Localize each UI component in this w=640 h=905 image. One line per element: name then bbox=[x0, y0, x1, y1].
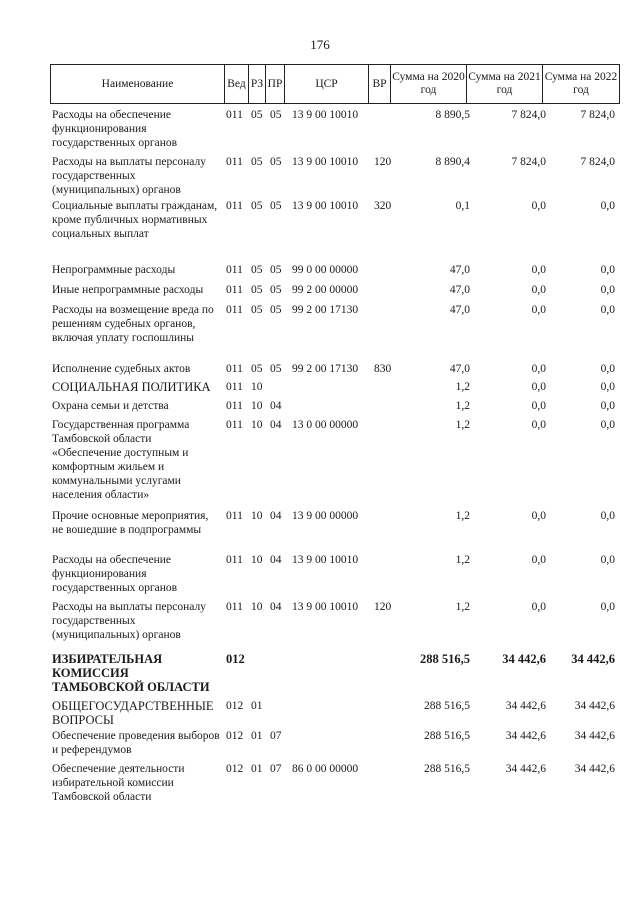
cell-csr: 13 9 00 10010 bbox=[292, 601, 359, 613]
cell-pr: 05 bbox=[270, 284, 282, 296]
cell-rz: 05 bbox=[251, 200, 263, 212]
cell-s2022: 0,0 bbox=[600, 200, 615, 212]
cell-rz: 10 bbox=[251, 554, 263, 566]
cell-s2022: 34 442,6 bbox=[571, 652, 615, 666]
cell-rz: 10 bbox=[251, 400, 263, 412]
page-number: 176 bbox=[310, 37, 330, 52]
cell-s2021: 0,0 bbox=[531, 400, 546, 412]
cell-ved: 011 bbox=[226, 510, 243, 522]
header-csr: ЦСР bbox=[284, 65, 368, 103]
cell-csr: 99 0 00 00000 bbox=[292, 264, 359, 276]
cell-pr: 04 bbox=[270, 601, 282, 613]
cell-csr: 13 9 00 10010 bbox=[292, 200, 359, 212]
cell-ved: 012 bbox=[226, 652, 245, 666]
header-sum-2022: Сумма на 2022 год bbox=[542, 65, 620, 103]
cell-csr: 13 9 00 10010 bbox=[292, 156, 359, 168]
cell-pr: 04 bbox=[270, 419, 282, 431]
cell-name: Расходы на выплаты персоналу государственных (муниципальных) органов bbox=[52, 156, 206, 196]
cell-ved: 011 bbox=[226, 554, 243, 566]
cell-ved: 011 bbox=[226, 419, 243, 431]
cell-name: ОБЩЕГОСУДАРСТВЕННЫЕ ВОПРОСЫ bbox=[52, 699, 214, 727]
cell-s2022: 0,0 bbox=[600, 381, 615, 393]
cell-rz: 10 bbox=[251, 419, 263, 431]
cell-ved: 012 bbox=[226, 700, 244, 712]
cell-vr: 830 bbox=[374, 363, 392, 375]
cell-pr: 05 bbox=[270, 156, 282, 168]
cell-s2020: 288 516,5 bbox=[424, 730, 470, 742]
cell-s2022: 0,0 bbox=[600, 363, 615, 375]
cell-s2021: 0,0 bbox=[531, 200, 546, 212]
cell-pr: 07 bbox=[270, 763, 282, 775]
cell-ved: 011 bbox=[226, 304, 243, 316]
cell-s2020: 8 890,4 bbox=[435, 156, 470, 168]
cell-s2020: 47,0 bbox=[449, 264, 470, 276]
cell-vr: 320 bbox=[374, 200, 392, 212]
cell-ved: 011 bbox=[226, 284, 243, 296]
cell-rz: 10 bbox=[251, 601, 263, 613]
cell-csr: 86 0 00 00000 bbox=[292, 763, 359, 775]
cell-rz: 01 bbox=[251, 700, 263, 712]
cell-s2021: 7 824,0 bbox=[511, 109, 546, 121]
cell-ved: 011 bbox=[226, 363, 243, 375]
header-pr: ПР bbox=[265, 65, 284, 103]
cell-name: Расходы на возмещение вреда по решениям судебных органов, включая уплату госпошлины bbox=[52, 304, 214, 344]
cell-s2021: 0,0 bbox=[531, 284, 546, 296]
cell-s2022: 0,0 bbox=[600, 601, 615, 613]
cell-s2021: 0,0 bbox=[531, 304, 546, 316]
cell-csr: 13 9 00 10010 bbox=[292, 109, 359, 121]
cell-pr: 05 bbox=[270, 109, 282, 121]
cell-s2021: 34 442,6 bbox=[502, 652, 546, 666]
cell-name: Социальные выплаты гражданам, кроме публичных нормативных социальных выплат bbox=[52, 200, 218, 240]
cell-s2021: 0,0 bbox=[531, 419, 546, 431]
cell-pr: 07 bbox=[270, 730, 282, 742]
cell-s2020: 47,0 bbox=[449, 363, 470, 375]
cell-s2020: 1,2 bbox=[455, 510, 470, 522]
cell-ved: 011 bbox=[226, 156, 243, 168]
cell-pr: 04 bbox=[270, 554, 282, 566]
cell-s2020: 47,0 bbox=[449, 304, 470, 316]
cell-rz: 05 bbox=[251, 363, 263, 375]
cell-s2022: 0,0 bbox=[600, 284, 615, 296]
cell-pr: 05 bbox=[270, 200, 282, 212]
cell-s2022: 0,0 bbox=[600, 304, 615, 316]
cell-csr: 99 2 00 17130 bbox=[292, 363, 359, 375]
cell-pr: 04 bbox=[270, 400, 282, 412]
cell-s2022: 0,0 bbox=[600, 264, 615, 276]
cell-pr: 05 bbox=[270, 304, 282, 316]
header-vr: ВР bbox=[368, 65, 390, 103]
cell-csr: 99 2 00 00000 bbox=[292, 284, 359, 296]
cell-vr: 120 bbox=[374, 601, 392, 613]
cell-name: Расходы на выплаты персоналу государственных (муниципальных) органов bbox=[52, 601, 206, 641]
cell-s2020: 1,2 bbox=[455, 554, 470, 566]
cell-name: Охрана семьи и детства bbox=[52, 400, 169, 412]
cell-name: Расходы на обеспечение функционирования государственных органов bbox=[52, 109, 178, 149]
cell-s2020: 47,0 bbox=[449, 284, 470, 296]
table-header bbox=[50, 64, 620, 104]
cell-rz: 10 bbox=[251, 381, 263, 393]
cell-ved: 011 bbox=[226, 381, 243, 393]
cell-s2022: 7 824,0 bbox=[580, 156, 615, 168]
cell-ved: 011 bbox=[226, 400, 243, 412]
cell-csr: 13 9 00 10010 bbox=[292, 554, 359, 566]
cell-pr: 05 bbox=[270, 363, 282, 375]
cell-ved: 012 bbox=[226, 763, 244, 775]
cell-name: Прочие основные мероприятия, не вошедшие в подпрограммы bbox=[52, 510, 209, 536]
cell-rz: 10 bbox=[251, 510, 263, 522]
cell-name: Расходы на обеспечение функционирования государственных органов bbox=[52, 554, 178, 594]
cell-name: СОЦИАЛЬНАЯ ПОЛИТИКА bbox=[52, 380, 211, 394]
cell-name: Исполнение судебных актов bbox=[52, 363, 191, 375]
cell-s2022: 34 442,6 bbox=[574, 730, 615, 742]
header-ved: Вед bbox=[224, 65, 248, 103]
cell-rz: 05 bbox=[251, 109, 263, 121]
cell-s2020: 1,2 bbox=[455, 601, 470, 613]
header-name: Наименование bbox=[50, 65, 224, 103]
cell-vr: 120 bbox=[374, 156, 392, 168]
cell-rz: 05 bbox=[251, 264, 263, 276]
cell-rz: 05 bbox=[251, 156, 263, 168]
cell-s2022: 0,0 bbox=[600, 554, 615, 566]
cell-s2020: 8 890,5 bbox=[435, 109, 470, 121]
cell-ved: 011 bbox=[226, 264, 243, 276]
cell-s2021: 0,0 bbox=[531, 381, 546, 393]
cell-pr: 05 bbox=[270, 264, 282, 276]
cell-ved: 011 bbox=[226, 200, 243, 212]
cell-s2020: 1,2 bbox=[455, 400, 470, 412]
cell-s2021: 34 442,6 bbox=[505, 763, 546, 775]
cell-s2020: 288 516,5 bbox=[420, 652, 470, 666]
cell-s2022: 0,0 bbox=[600, 510, 615, 522]
cell-name: Непрограммные расходы bbox=[52, 264, 176, 276]
cell-rz: 05 bbox=[251, 284, 263, 296]
cell-s2021: 7 824,0 bbox=[511, 156, 546, 168]
cell-ved: 012 bbox=[226, 730, 244, 742]
cell-s2021: 34 442,6 bbox=[505, 730, 546, 742]
cell-ved: 011 bbox=[226, 109, 243, 121]
cell-s2021: 0,0 bbox=[531, 601, 546, 613]
cell-csr: 99 2 00 17130 bbox=[292, 304, 359, 316]
cell-csr: 13 0 00 00000 bbox=[292, 419, 359, 431]
header-rz: РЗ bbox=[248, 65, 265, 103]
cell-name: Государственная программа Тамбовской области «Обеспечение доступным и комфортным жильем и коммунальными услугами населения области» bbox=[52, 419, 190, 501]
header-sum-2020: Сумма на 2020 год bbox=[390, 65, 466, 103]
cell-s2021: 0,0 bbox=[531, 510, 546, 522]
cell-name: ИЗБИРАТЕЛЬНАЯ КОМИССИЯ ТАМБОВСКОЙ ОБЛАСТИ bbox=[52, 652, 210, 694]
header-sum-2021: Сумма на 2021 год bbox=[466, 65, 542, 103]
cell-ved: 011 bbox=[226, 601, 243, 613]
cell-s2021: 34 442,6 bbox=[505, 700, 546, 712]
cell-s2020: 1,2 bbox=[455, 419, 470, 431]
cell-s2022: 34 442,6 bbox=[574, 763, 615, 775]
cell-s2021: 0,0 bbox=[531, 363, 546, 375]
cell-s2022: 34 442,6 bbox=[574, 700, 615, 712]
cell-s2022: 0,0 bbox=[600, 419, 615, 431]
cell-s2022: 0,0 bbox=[600, 400, 615, 412]
cell-s2020: 1,2 bbox=[455, 381, 470, 393]
cell-pr: 04 bbox=[270, 510, 282, 522]
cell-s2022: 7 824,0 bbox=[580, 109, 615, 121]
cell-rz: 01 bbox=[251, 763, 263, 775]
cell-rz: 01 bbox=[251, 730, 263, 742]
cell-s2020: 0,1 bbox=[455, 200, 470, 212]
cell-s2021: 0,0 bbox=[531, 554, 546, 566]
cell-s2021: 0,0 bbox=[531, 264, 546, 276]
cell-name: Обеспечение деятельности избирательной комиссии Тамбовской области bbox=[52, 763, 185, 803]
cell-s2020: 288 516,5 bbox=[424, 763, 470, 775]
cell-name: Обеспечение проведения выборов и референдумов bbox=[52, 730, 220, 756]
cell-rz: 05 bbox=[251, 304, 263, 316]
cell-csr: 13 9 00 00000 bbox=[292, 510, 359, 522]
cell-s2020: 288 516,5 bbox=[424, 700, 470, 712]
cell-name: Иные непрограммные расходы bbox=[52, 284, 204, 296]
